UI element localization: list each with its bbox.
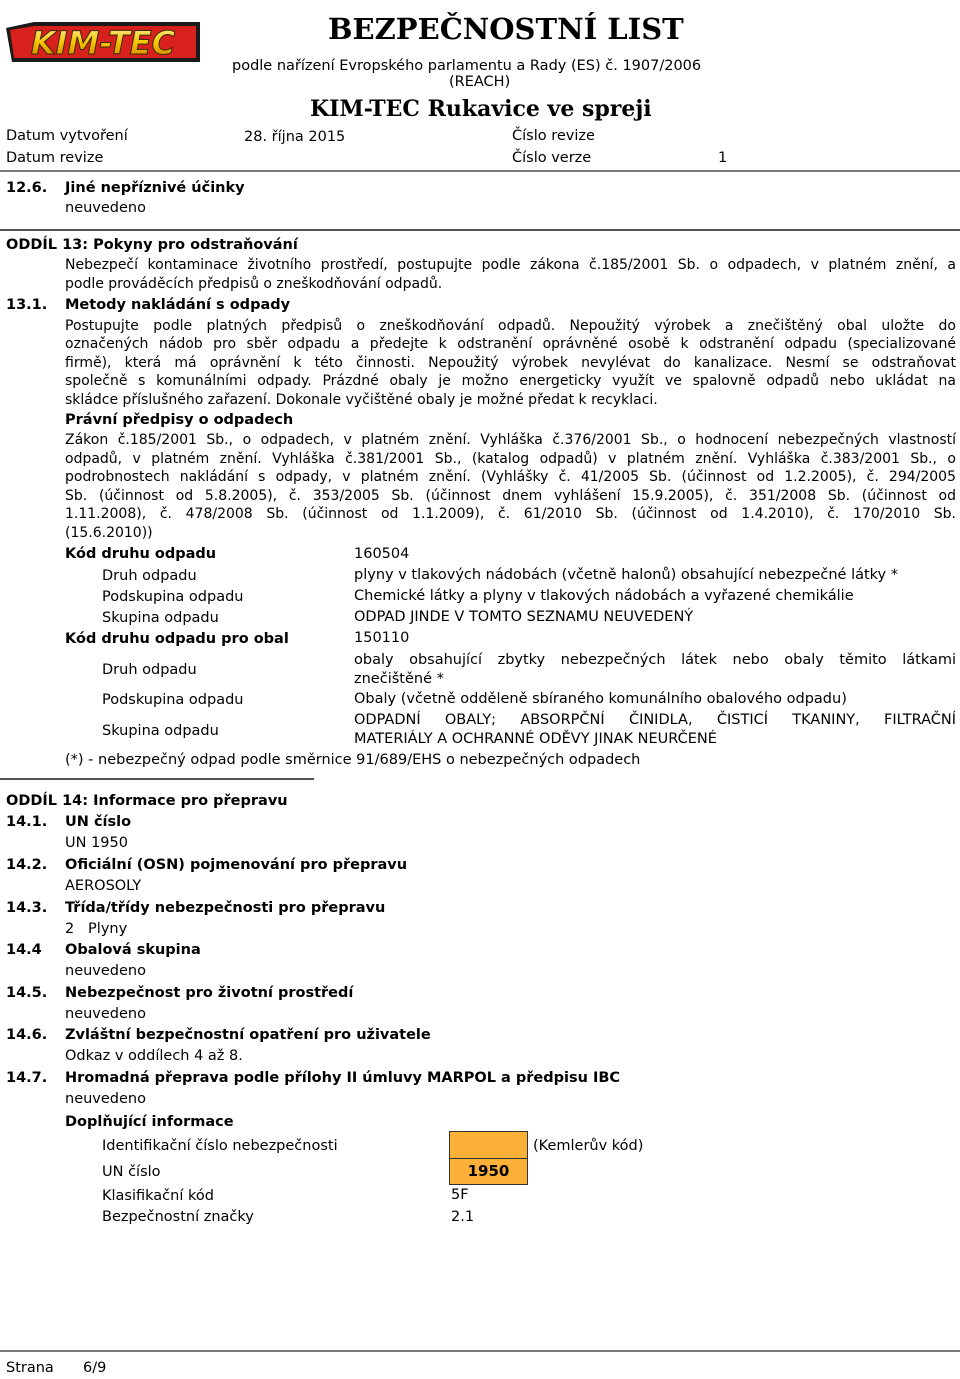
s14-5-value: neuvedeno xyxy=(65,1006,146,1022)
page-label: Strana xyxy=(6,1360,54,1376)
s14-2-title: Oficiální (OSN) pojmenování pro přepravu xyxy=(65,857,408,873)
logo-text: KIM-TEC xyxy=(30,24,176,62)
waste-group-label: Skupina odpadu xyxy=(102,610,219,626)
s13-intro xyxy=(65,256,956,294)
text-line: Sb. (účinnost od 5.8.2005), č. 353/2005 Sb. (účinnost dnem vyhlášení 15.9.2005), č. 351/2008 Sb. (účinnost od xyxy=(65,487,956,504)
s14-4-title: Obalová skupina xyxy=(65,942,201,958)
packaging-subgroup-value: Obaly (včetně odděleně sbíraného komunálního obalového odpadu) xyxy=(354,691,847,707)
revision-number-label: Číslo revize xyxy=(512,128,595,144)
section-13-divider xyxy=(0,229,960,231)
waste-type-value: plyny v tlakových nádobách (včetně halonů) obsahující nebezpečné látky * xyxy=(354,567,898,583)
s14-2-number: 14.2. xyxy=(6,857,48,873)
text-line: odpadů, v platném znění. Vyhláška č.381/2001 Sb., (katalog odpadů) v platném znění. Vyhláška č.383/2001 Sb., o xyxy=(65,450,956,467)
s14-6-number: 14.6. xyxy=(6,1027,48,1043)
s14-7-title: Hromadná přeprava podle přílohy II úmluvy MARPOL a předpisu IBC xyxy=(65,1070,621,1086)
created-label: Datum vytvoření xyxy=(6,128,128,144)
text-line: (15.6.2010)) xyxy=(65,524,153,541)
safety-signs-label: Bezpečnostní značky xyxy=(102,1209,254,1225)
regulation-line: podle nařízení Evropského parlamentu a Rady (ES) č. 1907/2006 xyxy=(232,58,702,74)
s14-3-title: Třída/třídy nebezpečnosti pro přepravu xyxy=(65,900,386,916)
created-value: 28. října 2015 xyxy=(244,129,346,145)
s13-1-title: Metody nakládání s odpady xyxy=(65,297,291,313)
hazard-id-label: Identifikační číslo nebezpečnosti xyxy=(102,1138,338,1154)
classification-code-label: Klasifikační kód xyxy=(102,1188,214,1204)
s12-6-title: Jiné nepříznivé účinky xyxy=(65,180,245,196)
s14-7-number: 14.7. xyxy=(6,1070,48,1086)
section-13-title: ODDÍL 13: Pokyny pro odstraňování xyxy=(6,237,298,253)
text-line: označených nádob pro sběr odpadu a předejte k odstranění oprávněné osobě k odstranění odpadu (specializované xyxy=(65,336,956,353)
kemler-code-note: (Kemlerův kód) xyxy=(533,1138,644,1154)
s14-4-value: neuvedeno xyxy=(65,963,146,979)
text-line: 1.11.2008), č. 478/2008 Sb. (účinnost od 1.1.2009), č. 61/2010 Sb. (účinnost od 1.4.2010), č. 170/2010 Sb. xyxy=(65,506,956,522)
version-label: Číslo verze xyxy=(512,150,592,166)
text-line: MATERIÁLY A OCHRANNÉ ODĚVY JINAK NEURČENÉ xyxy=(354,731,717,747)
s14-3-number: 14.3. xyxy=(6,900,48,916)
hazard-id-box xyxy=(449,1131,528,1159)
additional-info-title: Doplňující informace xyxy=(65,1114,234,1130)
s14-5-number: 14.5. xyxy=(6,985,48,1001)
text-line: společně s komunálními odpady. Prázdné obaly je možno energeticky využít ve spalovně odpadů nebo ukládat na xyxy=(65,373,956,390)
section-14-divider xyxy=(0,778,314,780)
s14-6-value: Odkaz v oddílech 4 až 8. xyxy=(65,1048,243,1064)
text-line: skládce příslušného zařazení. Dokonale vyčištěné obaly je možné předat k recyklaci. xyxy=(65,391,658,408)
waste-code-label: Kód druhu odpadu xyxy=(65,546,217,562)
version-value: 1 xyxy=(718,150,728,166)
text-line: firmě), která má oprávnění k této činnosti. Nepoužitý výrobek nevylévat do kanalizace. Nesmí se odstraňovat xyxy=(65,354,956,371)
text-line: Zákon č.185/2001 Sb., o odpadech, v platném znění. Vyhláška č.376/2001 Sb., o hodnocení nebezpečných vlastností xyxy=(65,432,956,448)
legal-regulations-title: Právní předpisy o odpadech xyxy=(65,412,294,428)
document-title: BEZPEČNOSTNÍ LIST xyxy=(328,12,684,46)
text-line: Postupujte podle platných předpisů o zneškodňování odpadů. Nepoužitý výrobek a znečištěný obal uložte do xyxy=(65,318,956,334)
packaging-code-value: 150110 xyxy=(354,630,410,646)
un-number-box: 1950 xyxy=(449,1158,528,1185)
waste-subgroup-value: Chemické látky a plyny v tlakových nádobách a vyřazené chemikálie xyxy=(354,588,854,604)
regulation-reach: (REACH) xyxy=(449,74,511,90)
product-name: KIM-TEC Rukavice ve spreji xyxy=(310,96,652,122)
s14-1-number: 14.1. xyxy=(6,814,48,830)
classification-code-value: 5F xyxy=(451,1187,469,1203)
text-line: ODPADNÍ OBALY; ABSORPČNÍ ČINIDLA, ČISTICÍ TKANINY, FILTRAČNÍ xyxy=(354,712,956,728)
safety-signs-value: 2.1 xyxy=(451,1209,475,1225)
s14-1-value: UN 1950 xyxy=(65,835,128,851)
s13-intro-line: Nebezpečí kontaminace životního prostředí, postupujte podle zákona č.185/2001 Sb. o odpadech, v platném znění, a xyxy=(65,257,956,273)
un-number-label: UN číslo xyxy=(102,1164,161,1180)
header-divider xyxy=(0,170,960,172)
s14-1-title: UN číslo xyxy=(65,814,132,830)
waste-group-value: ODPAD JINDE V TOMTO SEZNAMU NEUVEDENÝ xyxy=(354,609,694,625)
packaging-subgroup-label: Podskupina odpadu xyxy=(102,692,244,708)
s14-5-title: Nebezpečnost pro životní prostředí xyxy=(65,985,354,1001)
waste-type-label: Druh odpadu xyxy=(102,568,197,584)
s14-2-value: AEROSOLY xyxy=(65,878,142,894)
packaging-group-label: Skupina odpadu xyxy=(102,723,219,739)
hazardous-waste-footnote: (*) - nebezpečný odpad podle směrnice 91/689/EHS o nebezpečných odpadech xyxy=(65,752,641,768)
packaging-type-value xyxy=(354,651,956,689)
text-line: podrobnostech nakládání s odpady, v platném znění. (Vyhlášky č. 41/2005 Sb. (účinnost od 1.2.2005), č. 294/2005 xyxy=(65,469,956,485)
s14-7-value: neuvedeno xyxy=(65,1091,146,1107)
s13-intro-line: podle prováděcích předpisů o zneškodňování odpadů. xyxy=(65,276,443,292)
packaging-code-label: Kód druhu odpadu pro obal xyxy=(65,631,289,647)
kimtec-logo-graphic xyxy=(4,18,202,66)
company-logo xyxy=(4,18,202,66)
s14-3-value: 2 Plyny xyxy=(65,921,128,937)
section-14-title: ODDÍL 14: Informace pro přepravu xyxy=(6,793,288,809)
waste-subgroup-label: Podskupina odpadu xyxy=(102,589,244,605)
s12-6-number: 12.6. xyxy=(6,180,48,196)
s14-6-title: Zvláštní bezpečnostní opatření pro uživatele xyxy=(65,1027,431,1043)
packaging-type-label: Druh odpadu xyxy=(102,662,197,678)
text-line: znečištěné * xyxy=(354,671,444,687)
s13-1-number: 13.1. xyxy=(6,297,48,313)
s12-6-value: neuvedeno xyxy=(65,200,146,216)
packaging-group-value xyxy=(354,711,956,749)
footer-divider xyxy=(0,1350,960,1352)
s14-4-number: 14.4 xyxy=(6,942,42,958)
text-line: obaly obsahující zbytky nebezpečných látek nebo obaly těmito látkami xyxy=(354,652,956,668)
revision-date-label: Datum revize xyxy=(6,150,104,166)
legal-regulations-text xyxy=(65,431,956,542)
waste-code-value: 160504 xyxy=(354,546,410,562)
disposal-methods-text xyxy=(65,317,956,409)
page-number: 6/9 xyxy=(83,1360,107,1376)
